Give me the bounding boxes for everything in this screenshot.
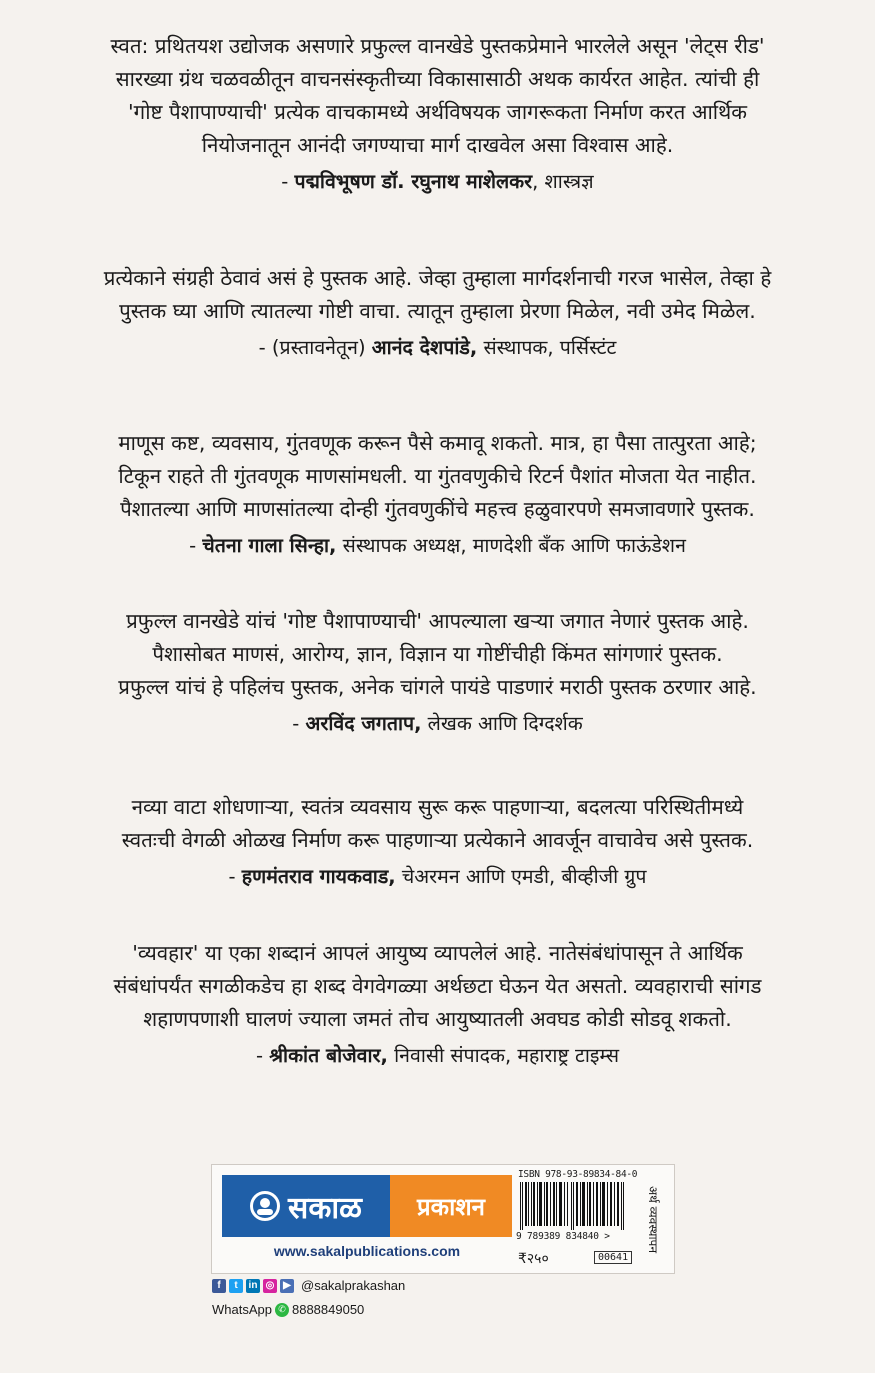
isbn-label: ISBN 978-93-89834-84-0	[518, 1169, 638, 1180]
whatsapp-contact	[212, 1302, 364, 1317]
logo-right-panel: प्रकाशन	[390, 1175, 512, 1237]
youtube-icon[interactable]: ▶	[280, 1279, 294, 1293]
testimonial-2	[40, 262, 835, 362]
testimonial-quote: प्रफुल्ल वानखेडे यांचं 'गोष्ट पैशापाण्याची' आपल्याला खऱ्या जगात नेणारं पुस्तक आहे. पैशासोबत माणसं, आरोग्य, ज्ञान, विज्ञान या गोष्टींचीही किंमत सांगणारं पुस्तक. प्रफुल्ल यांचं हे पहिलंच पुस्तक, अनेक चांगले पायंडे पाडणारं मराठी पुस्तक ठरणार आहे.	[118, 609, 757, 699]
whatsapp-label: WhatsApp	[212, 1302, 272, 1317]
testimonial-quote: नव्या वाटा शोधणाऱ्या, स्वतंत्र व्यवसाय सुरू करू पाहणाऱ्या, बदलत्या परिस्थितीमध्ये स्वतःची वेगळी ओळख निर्माण करू पाहणाऱ्या प्रत्येकाने आवर्जून वाचावेच असे पुस्तक.	[121, 795, 754, 852]
testimonial-5	[40, 791, 835, 891]
testimonial-4	[40, 605, 835, 738]
testimonial-quote: 'व्यवहार' या एका शब्दानं आपलं आयुष्य व्यापलेलं आहे. नातेसंबंधांपासून ते आर्थिक संबंधांपर्यंत सगळीकडेच हा शब्द वेगवेगळ्या अर्थछटा घेऊन येत असतो. व्यवहाराची सांगड शहाणपणाशी घालणं ज्याला जमतं तोच आयुष्यातली अवघड कोडी सोडवू शकतो.	[113, 941, 762, 1031]
publisher-logo	[222, 1175, 512, 1237]
testimonial-attribution: - अरविंद जगताप, लेखक आणि दिग्दर्शक	[292, 712, 583, 735]
price: ₹२५०	[518, 1251, 549, 1267]
author-name: अरविंद जगताप,	[305, 712, 422, 735]
publisher-box	[211, 1164, 675, 1274]
author-role: , शास्त्रज्ञ	[532, 170, 594, 193]
author-role: निवासी संपादक, महाराष्ट्र टाइम्स	[387, 1044, 620, 1067]
twitter-icon[interactable]: t	[229, 1279, 243, 1293]
author-name: आनंद देशपांडे,	[371, 336, 478, 359]
author-name: श्रीकांत बोजेवार,	[269, 1044, 388, 1067]
testimonial-quote: प्रत्येकाने संग्रही ठेवावं असं हे पुस्तक आहे. जेव्हा तुम्हाला मार्गदर्शनाची गरज भासेल, तेव्हा हे पुस्तक घ्या आणि त्यातल्या गोष्टी वाचा. त्यातून तुम्हाला प्रेरणा मिळेल, नवी उमेद मिळेल.	[103, 266, 772, 323]
author-role: लेखक आणि दिग्दर्शक	[421, 712, 583, 735]
barcode-icon	[518, 1182, 630, 1230]
product-code: 00641	[594, 1251, 632, 1264]
sakal-emblem-icon	[250, 1191, 280, 1221]
facebook-icon[interactable]: f	[212, 1279, 226, 1293]
author-name: हणमंतराव गायकवाड,	[241, 865, 396, 888]
author-role: संस्थापक, पर्सिस्टंट	[477, 336, 617, 359]
social-handle[interactable]: @sakalprakashan	[301, 1278, 406, 1293]
testimonial-attribution: - श्रीकांत बोजेवार, निवासी संपादक, महाराष्ट्र टाइम्स	[255, 1044, 620, 1067]
testimonial-attribution: - चेतना गाला सिन्हा, संस्थापक अध्यक्ष, माणदेशी बँक आणि फाऊंडेशन	[189, 534, 686, 557]
testimonial-1	[40, 30, 835, 196]
testimonial-quote: माणूस कष्ट, व्यवसाय, गुंतवणूक करून पैसे कमावू शकतो. मात्र, हा पैसा तात्पुरता आहे; टिकून राहते ती गुंतवणूक माणसांमधली. या गुंतवणुकीचे रिटर्न पैशांत मोजता येत नाहीत. पैशातल्या आणि माणसांतल्या दोन्ही गुंतवणुकींचे महत्त्व हळुवारपणे समजावणारे पुस्तक.	[118, 431, 757, 521]
testimonial-attribution: - पद्मविभूषण डॉ. रघुनाथ माशेलकर, शास्त्रज्ञ	[281, 170, 594, 193]
testimonial-6	[40, 937, 835, 1070]
logo-left-panel: सकाळ	[222, 1175, 390, 1237]
author-role: संस्थापक अध्यक्ष, माणदेशी बँक आणि फाऊंडेशन	[336, 534, 686, 557]
testimonial-attribution: - हणमंतराव गायकवाड, चेअरमन आणि एमडी, बीव्हीजी ग्रुप	[228, 865, 647, 888]
testimonial-quote: स्वत: प्रथितयश उद्योजक असणारे प्रफुल्ल वानखेडे पुस्तकप्रेमाने भारलेले असून 'लेट्स रीड' सारख्या ग्रंथ चळवळीतून वाचनसंस्कृतीच्या विकासासाठी अथक कार्यरत आहेत. त्यांची ही 'गोष्ट पैशापाण्याची' प्रत्येक वाचकामध्ये अर्थविषयक जागरूकता निर्माण करत आर्थिक नियोजनातून आनंदी जगण्याचा मार्ग दाखवेल असा विश्वास आहे.	[110, 34, 765, 157]
linkedin-icon[interactable]: in	[246, 1279, 260, 1293]
whatsapp-icon[interactable]: ✆	[275, 1303, 289, 1317]
author-name: पद्मविभूषण डॉ. रघुनाथ माशेलकर	[294, 170, 533, 193]
barcode-number: 9 789389 834840 >	[516, 1231, 610, 1242]
testimonial-attribution: - (प्रस्तावनेतून) आनंद देशपांडे, संस्थापक, पर्सिस्टंट	[258, 336, 617, 359]
category-label: अर्थ व्यवस्थापन	[646, 1185, 661, 1253]
barcode-area	[516, 1169, 638, 1269]
publisher-url[interactable]: www.sakalpublications.com	[273, 1243, 461, 1259]
testimonial-3	[40, 427, 835, 560]
author-name: चेतना गाला सिन्हा,	[202, 534, 337, 557]
instagram-icon[interactable]: ◎	[263, 1279, 277, 1293]
author-role: चेअरमन आणि एमडी, बीव्हीजी ग्रुप	[395, 865, 647, 888]
whatsapp-number[interactable]: 8888849050	[291, 1302, 365, 1317]
social-links	[212, 1278, 405, 1293]
